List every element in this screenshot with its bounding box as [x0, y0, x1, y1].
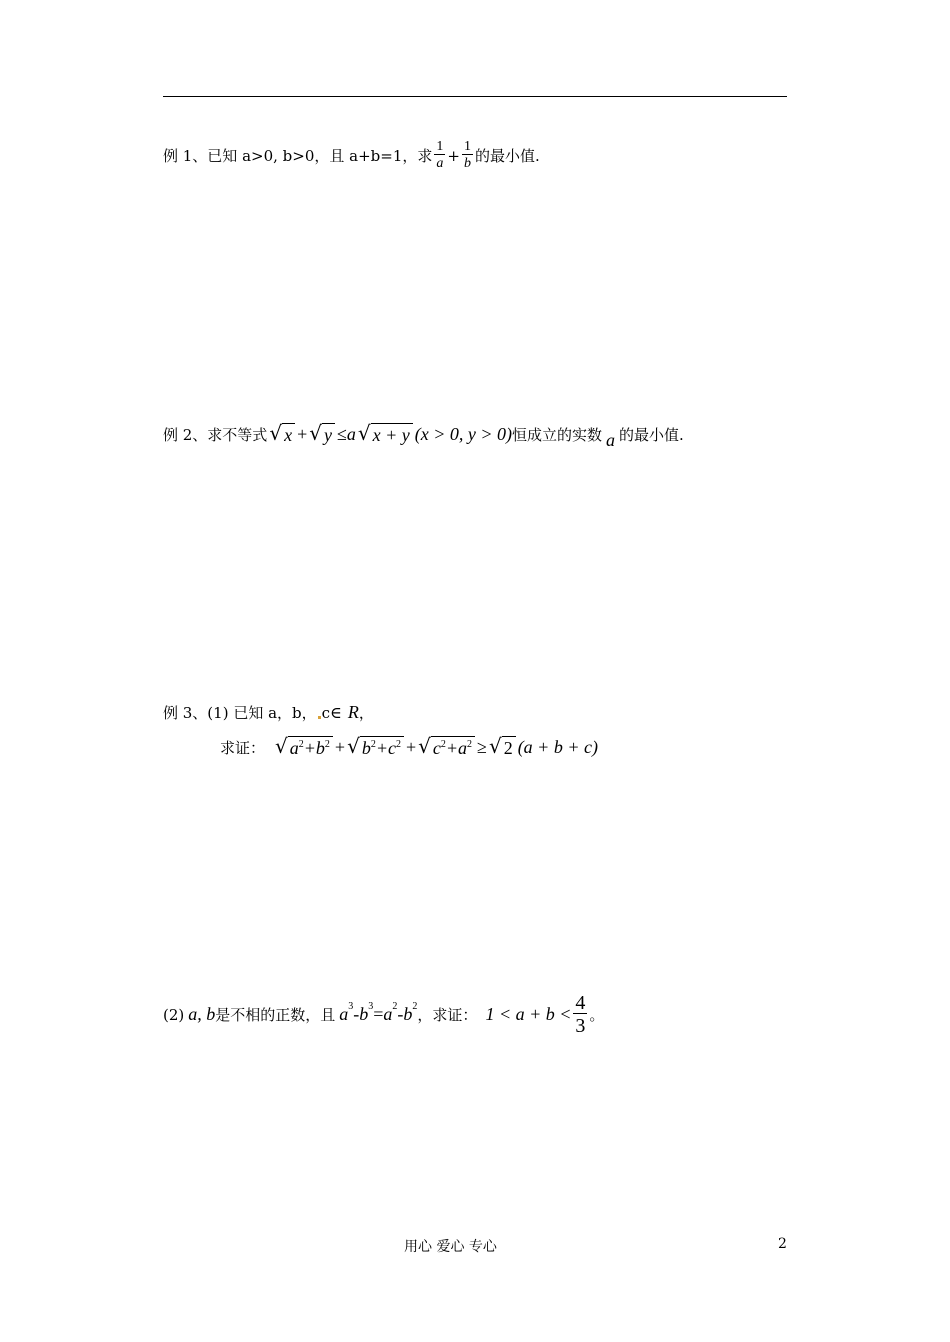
sqrt-b2-c2: √ b 2 + c 2 [347, 736, 404, 759]
example-3-part-1: 例 3、(1) 已知 a，b， c ∈ R ， [163, 702, 374, 722]
example-3-part-2: (2) a, b 是不相的正数，且 $a^3$ - $b^3$ = $a^2$ - $b^2$ ，求证： 1 < a + b < $\frac{4}{3}$ 。 [163, 992, 605, 1037]
inequality: 1 < a + b < [485, 1004, 572, 1024]
sqrt-x-plus-y: √ x + y [358, 423, 413, 446]
sqrt-2: √ 2 [489, 736, 516, 759]
condition: (x > 0, y > 0) [414, 424, 512, 444]
example-1-label: 例 1、已知 a>0, b>0，且 a+b=1，求 [163, 147, 433, 165]
example-2: 例 2、求不等式 √ x + √ y ≤ a √ x + y (x > 0, y > 0) 恒成立的实数 a 的最小值. [163, 421, 684, 450]
sqrt-a2-b2: √ a 2 + b 2 [275, 736, 333, 759]
sqrt-y: √ y [309, 423, 335, 446]
fraction-4-over-3: $\frac{4}{3}$ [575, 992, 586, 1037]
page-number: 2 [778, 1236, 787, 1252]
example-1-tail: 的最小值. [474, 147, 540, 165]
fraction-1-over-a: $\frac{1}{a}$ [436, 139, 444, 171]
footer-slogan: 用心 爱心 专心 [404, 1239, 497, 1255]
example-3-proof: 求证： √ a 2 + b 2 + √ b 2 + c 2 + √ c 2 + a 2 ≥ √ 2 (a + b + c) [220, 734, 598, 758]
fraction-1-over-b: $\frac{1}{b}$ [463, 139, 471, 171]
header-rule [163, 96, 787, 97]
cursor-mark [318, 716, 321, 719]
example-3-label: 例 3、(1) 已知 a，b， [163, 704, 317, 722]
sqrt-c2-a2: √ c 2 + a 2 [418, 736, 475, 759]
plus-sign: + [447, 146, 460, 165]
example-2-label: 例 2、求不等式 [163, 426, 268, 444]
sqrt-x: √ x [269, 423, 295, 446]
prove-label: 求证： [220, 739, 266, 757]
example-1 [163, 140, 540, 171]
